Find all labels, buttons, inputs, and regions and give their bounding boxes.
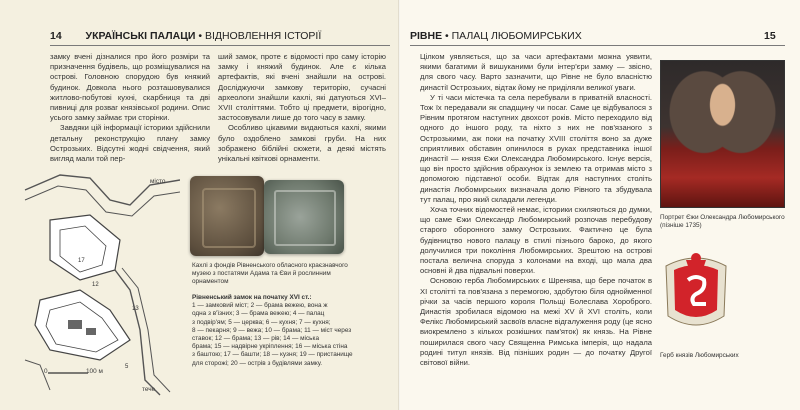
svg-text:12: 12 — [92, 282, 99, 288]
left-col2-p2: Особливо цікавими видаються кахлі, якими було оздоблено замкові груби. На них зображено біблійні сюжети, а деякі містять унікальні квіткові орнаменти. — [218, 123, 386, 164]
map-label-river: тече — [142, 386, 156, 393]
svg-text:5: 5 — [125, 364, 129, 370]
right-header-rule — [410, 45, 785, 46]
legend-line: одна з в'їзних; 3 — брама вежею; 4 — палац — [192, 310, 325, 318]
right-header-title: РІВНЕ — [410, 30, 443, 42]
coat-of-arms — [660, 250, 732, 334]
left-header-rule — [50, 45, 390, 46]
left-header-title: УКРАЇНСЬКІ ПАЛАЦИ — [85, 30, 196, 42]
castle-plan-map — [20, 160, 180, 400]
legend-line: для сторожі; 20 — острів з будівлями замку. — [192, 359, 323, 367]
left-header-subtitle: ВІДНОВЛЕННЯ ІСТОРІЇ — [204, 30, 322, 42]
svg-text:17: 17 — [78, 258, 85, 264]
map-scale-label: 100 м — [86, 368, 103, 375]
tiles-caption: Кахлі з фондів Рівненського обласного краєзнавчого музею з постатями Адама та Єви й рослинним орнаментом — [192, 262, 348, 286]
map-label-misto: місто — [150, 178, 166, 185]
map-scale-zero: 0 — [44, 368, 48, 375]
legend-line: брама; 15 — надвірне укріплення; 16 — міська стіна — [192, 343, 348, 351]
tile-photo-ornament — [264, 180, 344, 254]
right-col-p2: У ті часи містечка та села перебували в приватній власності. Тож їх передавали як спадщину чи посаг. Саме це відбувалося з Рівним протягом наступних двохсот років. Місто переходило від одного до іншого роду, та ніхто з них не пов'язаного з Острозькими, аж поки на початку XVIII століття воно за дуже сприятливих обставин опинилося в руках представника іншої династії — князя Єжи Олександра Любомирського. Існує версія, що він просто здійснив обрахунок із землею та отримав місто з допомогою підставної особи. Відтак для наступних століть династія Любомирських визначала долю Рівного та збудувала тут палац, про який складали легенди. — [420, 92, 652, 204]
map-legend — [192, 294, 353, 368]
left-page-number: 14 — [50, 30, 62, 42]
right-page-number-wrap — [764, 30, 776, 42]
right-header: РІВНЕ • ПАЛАЦ ЛЮБОМИРСЬКИХ — [410, 30, 582, 42]
legend-line: з баштою; 17 — башти; 18 — кузня; 19 — пристанище — [192, 351, 353, 359]
left-header: 14 УКРАЇНСЬКІ ПАЛАЦИ • ВІДНОВЛЕННЯ ІСТОРІЇ — [50, 30, 322, 42]
coat-caption: Герб князів Любомирських — [660, 352, 739, 359]
tile-photo-adam-eve — [190, 176, 264, 256]
legend-line: 1 — замковий міст; 2 — брама вежею, вона ж — [192, 302, 328, 310]
left-column-2 — [218, 52, 386, 164]
right-page-number: 15 — [764, 30, 776, 42]
left-col1-p1: замку вчені дізналися про його розміри та призначення будівель, що розміщувалися на острові. Головною спорудою був княжий будинок. Довкола нього розташовувалися житлово-побутові кухні, скарбниця та дві пивниці для розваг князівської родини. Опис усього замку займає три сторінки. — [50, 52, 210, 123]
svg-text:13: 13 — [132, 306, 139, 312]
right-col-p1: Цілком уявляється, що за часи артефактами можна уявити, якими багатими й вишуканими були інтер'єри замку — звісно, для свого часу. Варто зазначити, що Рівне не було власністю династії Острозьких, відтак йому не приділяли великої уваги. — [420, 52, 652, 92]
right-col-p3: Хоча точних відомостей немає, історики схиляються до думки, що саме Єжи Олександр Любомирський розпочав перебудову старого оборонного замку Острозьких. Фактично це була будівництво нового палацу в стилі пізнього бароко, до якого долучилися три покоління Любомирських. Зрештою на острові постала велична споруда з колонами на вході, що мала два основні й два підвальні поверхи. — [420, 205, 652, 276]
legend-line: з подвір'ям; 5 — церква; 6 — кухня; 7 — кухня; — [192, 318, 331, 326]
left-column-1 — [50, 52, 210, 164]
portrait-lubomirski — [660, 60, 785, 208]
left-col2-p1: ший замок, проте є відомості про саму історію замку і княжий будинок. Але є кілька артефактів, які вчені знайшли на острові. Досліджуючи замкову територію, сучасні археологи знайшли кахлі, які датуються XVI–XVII століттями. Тобто ці предмети, вірогідно, застосовували лише до того часу в замку. — [218, 52, 386, 123]
legend-line: ставок; 12 — брама; 13 — рів; 14 — міська — [192, 335, 319, 343]
right-column — [420, 52, 652, 368]
right-header-subtitle: ПАЛАЦ ЛЮБОМИРСЬКИХ — [451, 30, 582, 42]
legend-line: 8 — пекарня; 9 — вежа; 10 — брама; 11 — міст через — [192, 326, 352, 334]
portrait-caption: Портрет Єжи Олександра Любомирського (пізніше 1735) — [660, 214, 785, 230]
right-col-p4: Основою герба Любомирських є Шренява, що бере початок в XI столітті та пов'язана з перемогою, здобутою біля однойменної річки за часів першого короля Польщі Болеслава Хороброго. Династія зробилася відомою на межі XV й XVI століть, коли Фелікс Любомирський засвоїв власне відгалуження роду (це ясно виокремлено з кількох розкішних пам'яток) як князь. На Рівне поширилася свого часу Священна Римська імперія, що надала родині титул князів. Від пізніших родин — до початку Другої світової війни. — [420, 276, 652, 368]
left-col1-p2: Завдяки цій інформації історики здійснили детальну реконструкцію плану замку Острозьких. Відсутні жодні свідчення, який вигляд мали той пер- — [50, 123, 210, 164]
legend-title: Рівненський замок на початку XVI ст.: — [192, 294, 312, 301]
